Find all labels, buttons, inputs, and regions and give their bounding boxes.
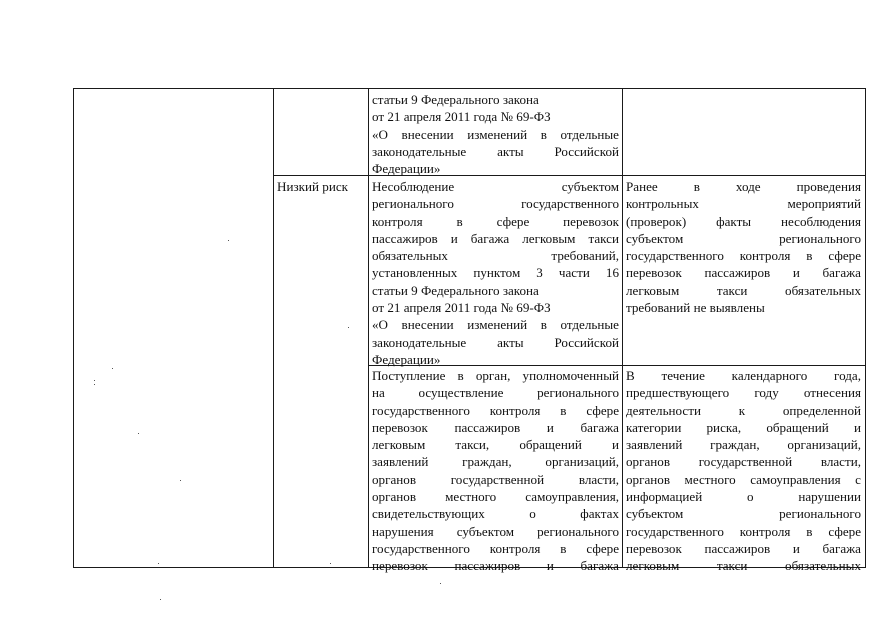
row1-condition-line: легковым такси обязательных xyxy=(626,282,861,298)
row2-criteria-line: перевозок пассажиров и багажа xyxy=(372,419,619,435)
row2-criteria-line: свидетельствующих о фактах xyxy=(372,506,619,522)
row0-criteria-line: статьи 9 Федерального закона xyxy=(372,92,539,107)
row1-condition-line: перевозок пассажиров и багажа xyxy=(626,265,861,281)
row1-criteria-line: установленных пунктом 3 части 16 xyxy=(372,265,619,281)
row1-criteria-cell xyxy=(372,178,619,368)
row1-criteria-line: статьи 9 Федерального закона xyxy=(372,282,539,298)
scan-speck xyxy=(94,380,95,381)
risk-category-label: Низкий риск xyxy=(277,179,349,194)
row1-condition-line: (проверок) факты несоблюдения xyxy=(626,213,861,229)
table-divider-col2 xyxy=(368,88,369,568)
row2-condition-line: информацией о нарушении xyxy=(626,489,861,505)
row1-criteria-line: обязательных требований, xyxy=(372,248,619,264)
row2-condition-line: предшествующего году отнесения xyxy=(626,385,861,401)
table-divider-col1 xyxy=(273,88,274,568)
row1-condition-cell xyxy=(626,178,861,316)
scan-speck xyxy=(348,327,349,328)
row2-criteria-line: государственного контроля в сфере xyxy=(372,402,619,418)
row1-criteria-line: Несоблюдение субъектом xyxy=(372,179,619,194)
scan-speck xyxy=(138,433,139,434)
row2-criteria-line: государственного контроля в сфере xyxy=(372,540,619,556)
row1-condition-line: государственного контроля в сфере xyxy=(626,248,861,264)
table-border-left xyxy=(73,88,74,568)
row2-criteria-line: перевозок пассажиров и багажа xyxy=(372,558,619,574)
row1-condition-line: Ранее в ходе проведения xyxy=(626,179,861,194)
row2-criteria-line: нарушения субъектом регионального xyxy=(372,523,619,539)
scan-speck xyxy=(440,583,441,584)
row2-condition-cell xyxy=(626,367,861,575)
row1-criteria-line: законодательные акты Российской xyxy=(372,334,619,350)
row2-condition-line: категории риска, обращений и xyxy=(626,419,861,435)
scan-speck xyxy=(180,480,181,481)
table-divider-col3 xyxy=(622,88,623,568)
scan-speck xyxy=(330,563,331,564)
row1-condition-line: субъектом регионального xyxy=(626,230,861,246)
row2-condition-line: В течение календарного года, xyxy=(626,368,861,383)
row2-criteria-line: легковым такси, обращений и xyxy=(372,437,619,453)
table-border-top xyxy=(73,88,866,89)
row0-criteria-line: Федерации» xyxy=(372,161,441,177)
row2-criteria-line: органов государственной власти, xyxy=(372,471,619,487)
scan-speck xyxy=(160,599,161,600)
row1-criteria-line: от 21 апреля 2011 года № 69-ФЗ xyxy=(372,300,551,316)
scan-speck xyxy=(228,240,229,241)
row0-criteria-line: законодательные акты Российской xyxy=(372,143,619,159)
row1-criteria-line: пассажиров и багажа легковым такси xyxy=(372,230,619,246)
row2-criteria-line: заявлений граждан, организаций, xyxy=(372,454,619,470)
row2-criteria-cell xyxy=(372,367,619,575)
row1-condition-line: требований не выявлены xyxy=(626,300,765,316)
row2-condition-line: деятельности к определенной xyxy=(626,402,861,418)
row2-criteria-line: органов местного самоуправления, xyxy=(372,489,619,505)
row0-criteria-cell xyxy=(372,91,619,177)
row2-condition-line: органов местного самоуправления с xyxy=(626,471,861,487)
scan-speck xyxy=(94,384,95,385)
scan-speck xyxy=(112,368,113,369)
row2-condition-line: перевозок пассажиров и багажа xyxy=(626,540,861,556)
row2-condition-line: субъектом регионального xyxy=(626,506,861,522)
row2-condition-line: заявлений граждан, организаций, xyxy=(626,437,861,453)
row2-condition-line: органов государственной власти, xyxy=(626,454,861,470)
row2-condition-line: легковым такси обязательных xyxy=(626,558,861,574)
row1-criteria-line: контроля в сфере перевозок xyxy=(372,213,619,229)
row2-criteria-line: на осуществление регионального xyxy=(372,385,619,401)
risk-category-cell xyxy=(277,178,367,195)
scan-speck xyxy=(158,563,159,564)
row1-criteria-line: «О внесении изменений в отдельные xyxy=(372,317,619,333)
row0-criteria-line: от 21 апреля 2011 года № 69-ФЗ xyxy=(372,109,551,125)
row2-criteria-line: Поступление в орган, уполномоченный xyxy=(372,368,619,383)
row1-criteria-line: регионального государственного xyxy=(372,196,619,212)
row2-condition-line: государственного контроля в сфере xyxy=(626,523,861,539)
row0-criteria-line: «О внесении изменений в отдельные xyxy=(372,126,619,142)
row1-criteria-line: Федерации» xyxy=(372,351,441,367)
row1-condition-line: контрольных мероприятий xyxy=(626,196,861,212)
table-border-right xyxy=(865,88,866,568)
